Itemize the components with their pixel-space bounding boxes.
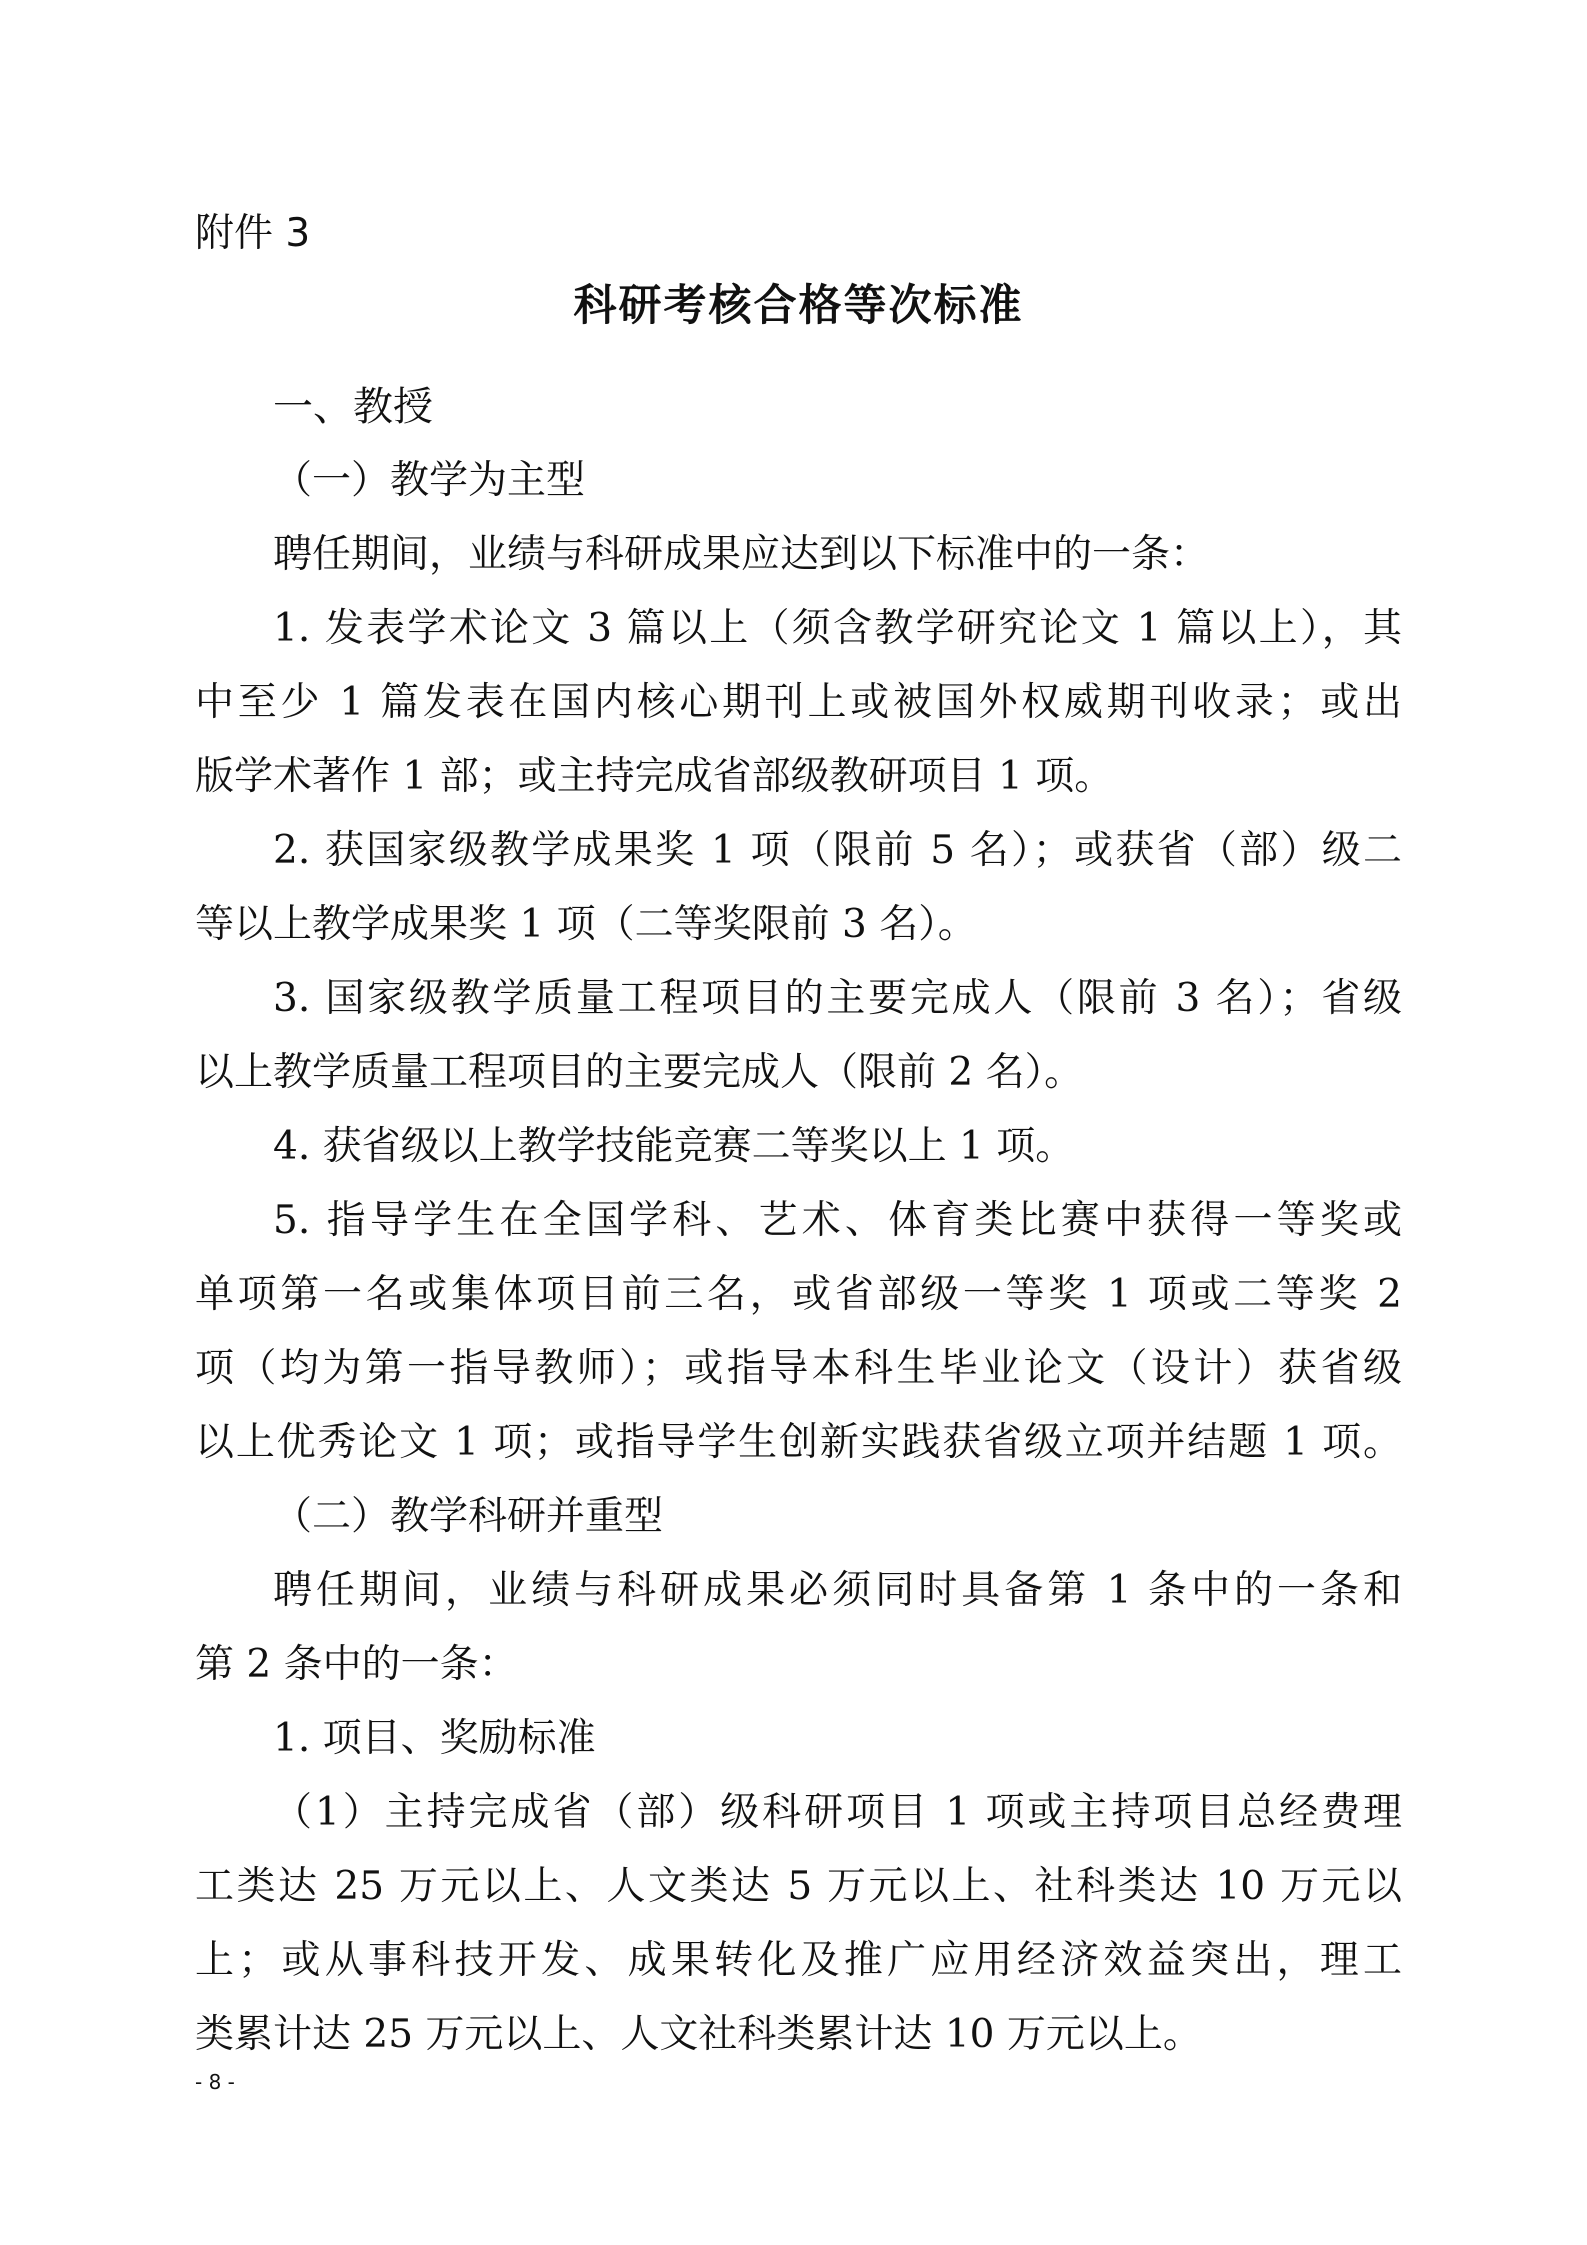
paragraph-line: 中至少 1 篇发表在国内核心期刊上或被国外权威期刊收录；或出 bbox=[195, 680, 1402, 725]
paragraph-line: 聘任期间，业绩与科研成果应达到以下标准中的一条： bbox=[273, 532, 1210, 577]
paragraph-line: 聘任期间，业绩与科研成果必须同时具备第 1 条中的一条和 bbox=[273, 1568, 1402, 1613]
paragraph-line: 3. 国家级教学质量工程项目的主要完成人（限前 3 名）；省级 bbox=[273, 976, 1402, 1021]
paragraph-line: 等以上教学成果奖 1 项（二等奖限前 3 名）。 bbox=[195, 902, 977, 947]
paragraph-line: 版学术著作 1 部；或主持完成省部级教研项目 1 项。 bbox=[195, 754, 1114, 799]
paragraph-line: 第 2 条中的一条： bbox=[195, 1642, 518, 1687]
subsection-heading-balanced: （二）教学科研并重型 bbox=[273, 1494, 664, 1539]
attachment-label: 附件 3 bbox=[195, 211, 311, 256]
page-number: - 8 - bbox=[195, 2070, 235, 2094]
document-title: 科研考核合格等次标准 bbox=[573, 281, 1024, 331]
paragraph-line: 5. 指导学生在全国学科、艺术、体育类比赛中获得一等奖或 bbox=[273, 1198, 1402, 1243]
subsection-heading-teaching: （一）教学为主型 bbox=[273, 458, 586, 503]
paragraph-line: 工类达 25 万元以上、人文类达 5 万元以上、社科类达 10 万元以 bbox=[195, 1864, 1402, 1909]
paragraph-line: 类累计达 25 万元以上、人文社科类累计达 10 万元以上。 bbox=[195, 2012, 1202, 2057]
document-body bbox=[195, 370, 1402, 2072]
section-heading-professor: 一、教授 bbox=[273, 384, 433, 430]
paragraph-line: 以上教学质量工程项目的主要完成人（限前 2 名）。 bbox=[195, 1050, 1084, 1095]
paragraph-line: 2. 获国家级教学成果奖 1 项（限前 5 名）；或获省（部）级二 bbox=[273, 828, 1402, 873]
paragraph-line: 单项第一名或集体项目前三名，或省部级一等奖 1 项或二等奖 2 bbox=[195, 1272, 1402, 1317]
paragraph-line: （1）主持完成省（部）级科研项目 1 项或主持项目总经费理 bbox=[273, 1790, 1402, 1835]
paragraph-line: 以上优秀论文 1 项；或指导学生创新实践获省级立项并结题 1 项。 bbox=[195, 1420, 1402, 1465]
paragraph-line: 项（均为第一指导教师）；或指导本科生毕业论文（设计）获省级 bbox=[195, 1346, 1402, 1391]
paragraph-line: 4. 获省级以上教学技能竞赛二等奖以上 1 项。 bbox=[273, 1124, 1075, 1169]
paragraph-line: 上；或从事科技开发、成果转化及推广应用经济效益突出，理工 bbox=[195, 1938, 1402, 1983]
paragraph-line: 1. 项目、奖励标准 bbox=[273, 1716, 596, 1761]
paragraph-line: 1. 发表学术论文 3 篇以上（须含教学研究论文 1 篇以上），其 bbox=[273, 606, 1402, 651]
